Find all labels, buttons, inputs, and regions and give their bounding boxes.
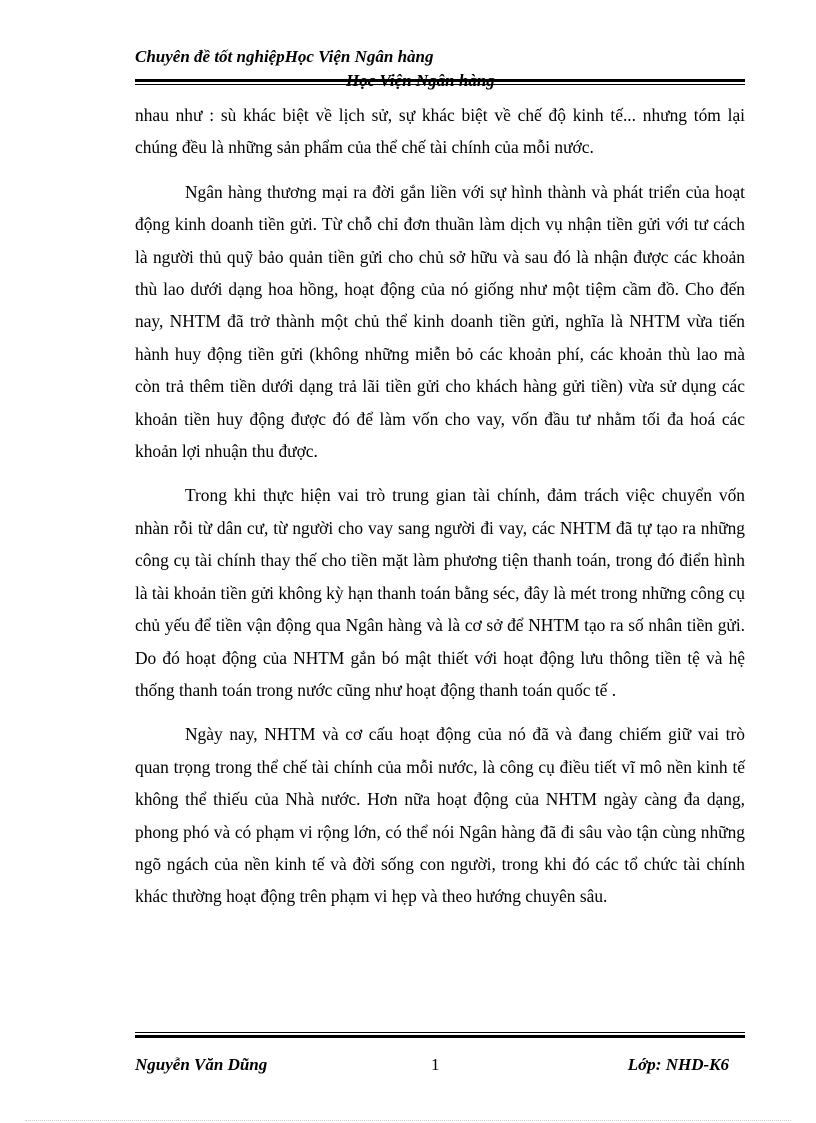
page-edge-divider xyxy=(25,1120,791,1121)
header-overlap-text: Học Viện Ngân hàng xyxy=(346,71,495,90)
footer-class: Lớp: NHD-K6 xyxy=(627,1055,729,1074)
footer-rule-thick xyxy=(135,1035,745,1038)
footer-author: Nguyễn Văn Dũng xyxy=(135,1055,268,1074)
paragraph: Ngày nay, NHTM và cơ cấu hoạt động của nó đã và đang chiếm giữ vai trò quan trọng trong thể chế tài chính của mỗi nước, là công cụ điều tiết vĩ mô nền kinh tế không thể thiếu của Nhà nước. Hơn nữa hoạt động của NHTM ngày càng đa dạng, phong phó và có phạm vi rộng lớn, có thể nói Ngân hàng đã đi sâu vào tận cùng những ngõ ngách của nền kinh tế và đời sống con người, trong khi đó các tổ chức tài chính khác thường hoạt động trên phạm vi hẹp và theo hướng chuyên sâu. xyxy=(135,724,745,907)
footer-rule-thin xyxy=(135,1032,745,1033)
header-title: Chuyên đề tốt nghiệpHọc Viện Ngân hàng xyxy=(135,47,434,66)
paragraph: Trong khi thực hiện vai trò trung gian tài chính, đảm trách việc chuyển vốn nhàn rỗi từ dân cư, từ người cho vay sang người đi vay, các NHTM đã tự tạo ra những công cụ tài chính thay thế cho tiền mặt làm phương tiện thanh toán, trong đó điển hình là tài khoản tiền gửi không kỳ hạn thanh toán bằng séc, đây là mét trong những công cụ chủ yếu để tiền vận động qua Ngân hàng và là cơ sở để NHTM tạo ra số nhân tiền gửi. Do đó hoạt động của NHTM gắn bó mật thiết với hoạt động lưu thông tiền tệ và hệ thống thanh toán trong nước cũng như hoạt động thanh toán quốc tế . xyxy=(135,485,745,700)
paragraph: nhau như : sù khác biệt về lịch sử, sự khác biệt về chế độ kinh tế... nhưng tóm lại chúng đều là những sản phẩm của thể chế tài chính của mỗi nước. xyxy=(135,105,745,158)
document-body xyxy=(135,99,745,925)
paragraph: Ngân hàng thương mại ra đời gắn liền với sự hình thành và phát triển của hoạt động kinh doanh tiền gửi. Từ chỗ chỉ đơn thuần làm dịch vụ nhận tiền gửi với tư cách là người thủ quỹ bảo quản tiền gửi cho chủ sở hữu và sau đó là nhận được các khoản thù lao dưới dạng hoa hồng, hoạt động của nó giống như một tiệm cầm đồ. Cho đến nay, NHTM đã trở thành một chủ thể kinh doanh tiền gửi, nghĩa là NHTM vừa tiến hành huy động tiền gửi (không những miễn bỏ các khoản phí, các khoản thù lao mà còn trả thêm tiền dưới dạng trả lãi tiền gửi cho khách hàng gửi tiền) vừa sử dụng các khoản tiền huy động được đó để làm vốn cho vay, vốn đầu tư nhằm tối đa hoá các khoản lợi nhuận thu được. xyxy=(135,181,745,462)
page-number: 1 xyxy=(431,1055,440,1074)
